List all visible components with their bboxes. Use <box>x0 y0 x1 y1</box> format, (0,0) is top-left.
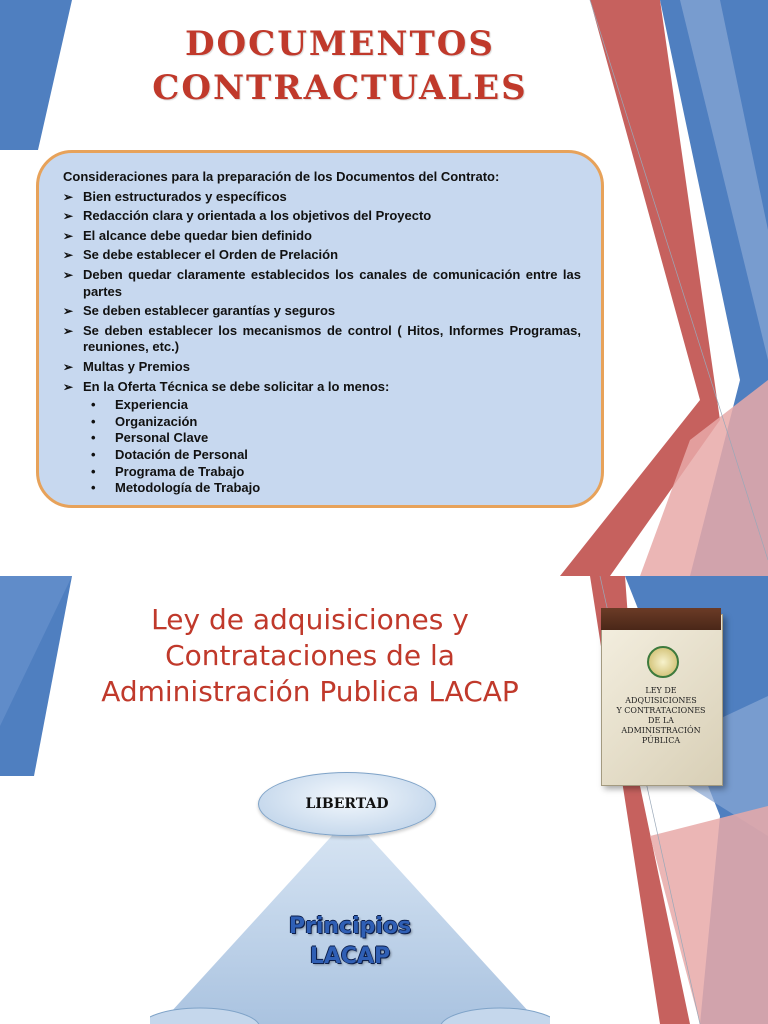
book-spine-top <box>601 608 721 630</box>
sublist-item: • Experiencia <box>91 397 188 413</box>
title-line-2: CONTRACTUALES <box>152 68 528 108</box>
list-item: ➢ Deben quedar claramente establecidos los canales de comunicación entre las partes <box>63 266 581 299</box>
title-line-1: DOCUMENTOS <box>185 24 495 64</box>
considerations-box <box>36 150 604 508</box>
left-blue-band <box>0 0 72 150</box>
dot-bullet-icon: • <box>91 413 96 429</box>
arrow-bullet-icon: ➢ <box>63 379 74 394</box>
sublist-item: • Metodología de Trabajo <box>91 480 261 496</box>
slide2-title <box>60 602 560 710</box>
arrow-bullet-icon: ➢ <box>63 189 74 204</box>
list-item: ➢ Multas y Premios <box>63 358 190 374</box>
slide-lacap <box>0 576 768 1024</box>
coat-of-arms-icon <box>647 646 679 678</box>
arrow-bullet-icon: ➢ <box>63 323 74 338</box>
dot-bullet-icon: • <box>91 463 96 479</box>
oferta-tecnica-sublist <box>83 397 581 497</box>
dot-bullet-icon: • <box>91 446 96 462</box>
slide1-title <box>90 22 590 110</box>
list-item: ➢ Se deben establecer garantías y seguros <box>63 303 336 319</box>
dot-bullet-icon: • <box>91 480 96 496</box>
list-item: ➢ Bien estructurados y específicos <box>63 188 287 204</box>
box-header: Consideraciones para la preparación de los Documentos del Contrato: <box>63 169 500 184</box>
sublist-item: • Dotación de Personal <box>91 446 248 462</box>
list-item: ➢ En la Oferta Técnica se debe solicitar a lo menos: • Experiencia • Organización • Personal Clave • Dotación de Personal • Programa de Trabajo • Metodología de Trabajo <box>63 379 581 497</box>
principios-lacap-label: Principios LACAP <box>288 914 412 969</box>
arrow-bullet-icon: ➢ <box>63 209 74 224</box>
title-line-3: Administración Publica LACAP <box>101 675 519 708</box>
lacap-book-image <box>597 604 739 788</box>
node-libertad: LIBERTAD <box>258 772 436 836</box>
dot-bullet-icon: • <box>91 430 96 446</box>
list-item: ➢ Redacción clara y orientada a los objetivos del Proyecto <box>63 208 432 224</box>
list-item: ➢ El alcance debe quedar bien definido <box>63 227 312 243</box>
dot-bullet-icon: • <box>91 397 96 413</box>
list-item: ➢ Se deben establecer los mecanismos de control ( Hitos, Informes Programas, reuniones, etc.) <box>63 322 581 355</box>
list-item: ➢ Se debe establecer el Orden de Prelación <box>63 247 339 263</box>
title-line-1: Ley de adquisiciones y <box>151 603 469 636</box>
title-line-2: Contrataciones de la <box>165 639 455 672</box>
sublist-item: • Organización <box>91 413 198 429</box>
considerations-list <box>63 189 581 497</box>
arrow-bullet-icon: ➢ <box>63 248 74 263</box>
arrow-bullet-icon: ➢ <box>63 304 74 319</box>
sublist-item: • Programa de Trabajo <box>91 463 245 479</box>
sublist-item: • Personal Clave <box>91 430 209 446</box>
arrow-bullet-icon: ➢ <box>63 267 74 282</box>
arrow-bullet-icon: ➢ <box>63 359 74 374</box>
arrow-bullet-icon: ➢ <box>63 228 74 243</box>
book-cover-text: LEY DE ADQUISICIONES Y CONTRATACIONES DE LA ADMINISTRACIÓN PÚBLICA <box>616 686 706 745</box>
